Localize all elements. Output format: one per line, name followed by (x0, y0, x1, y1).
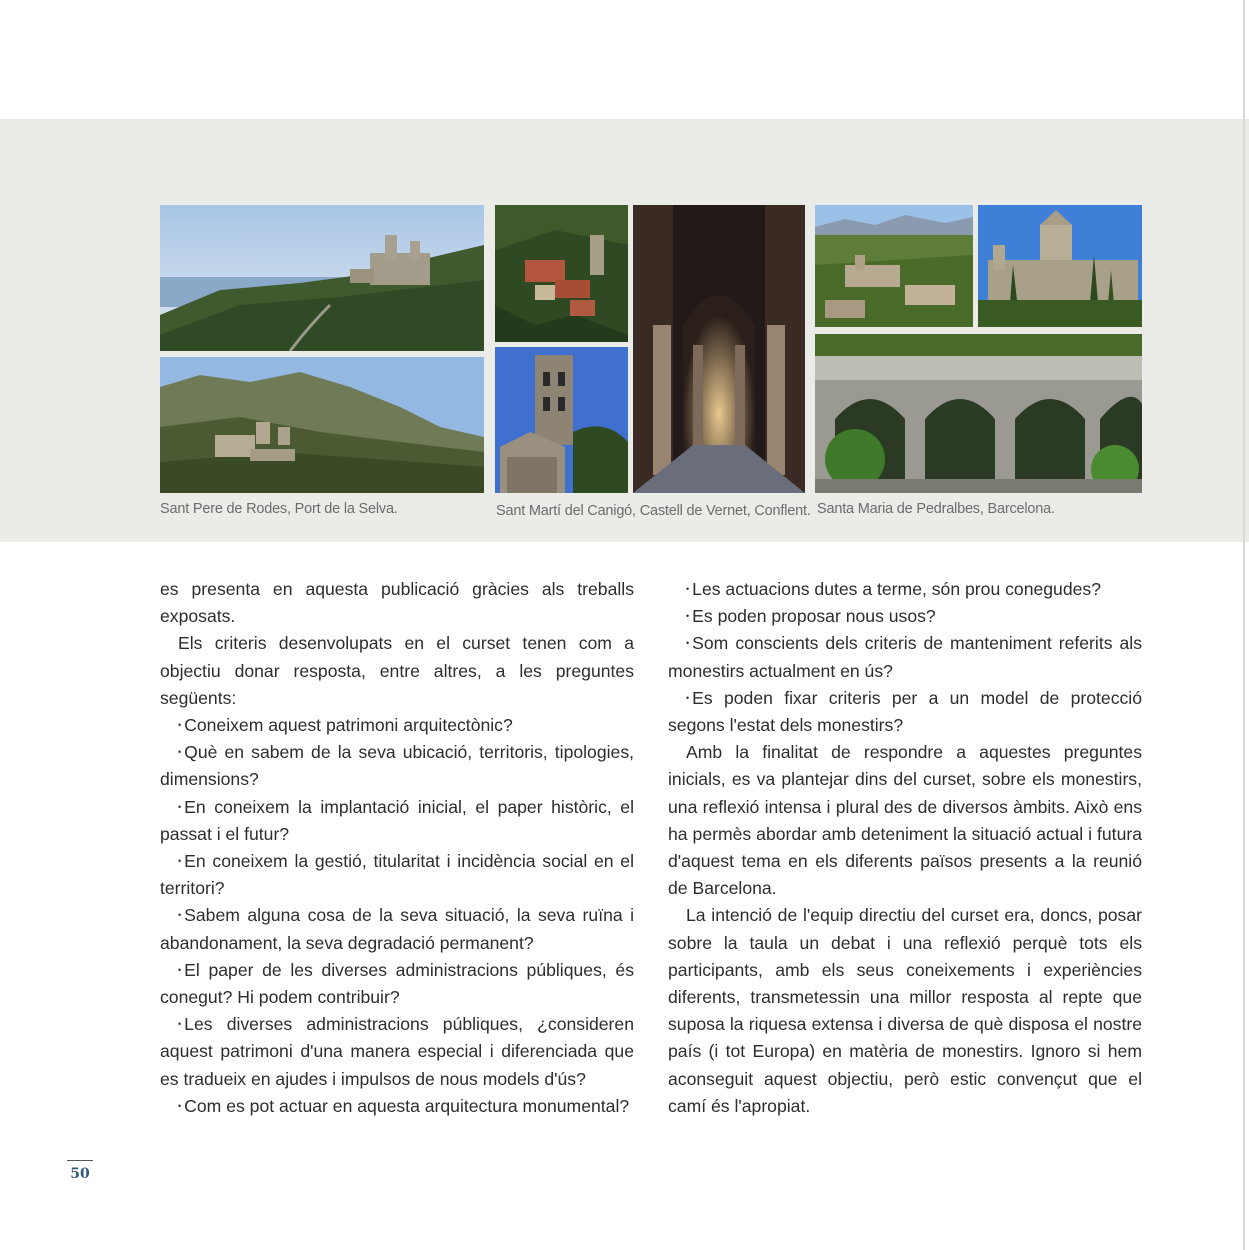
photo-crypt-nave (633, 205, 805, 493)
bullet-icon: • (686, 611, 690, 622)
bullet-text: Com es pot actuar en aquesta arquitectura monumental? (184, 1095, 630, 1116)
bullet-icon: • (178, 910, 182, 921)
photo-sant-marti-aerial (495, 205, 628, 342)
photo-sant-pere-hill (160, 357, 484, 493)
paragraph: Els criteris desenvolupats en el curset tenen com a objectiu donar resposta, entre altres, a les preguntes següents: (160, 633, 634, 708)
bullet-text: Es poden fixar criteris per a un model de protecció segons l'estat dels monestirs? (668, 687, 1142, 736)
bullet-item (160, 957, 634, 1011)
bullet-item (668, 603, 1142, 630)
bullet-item (160, 902, 634, 956)
bullet-item (160, 712, 634, 739)
bullet-text: Les diverses administracions públiques, ¿consideren aquest patrimoni d'una manera especial i diferenciada que es tradueix en ajudes i impulsos de nous models d'ús? (160, 1014, 634, 1089)
bullet-item (160, 1093, 634, 1120)
bullet-text: El paper de les diverses administracions públiques, és conegut? Hi podem contribuir? (160, 959, 634, 1008)
bullet-icon: • (178, 747, 182, 758)
bullet-icon: • (178, 720, 182, 731)
left-text-column (160, 576, 634, 1120)
bullet-text: En coneixem la gestió, titularitat i incidència social en el territori? (160, 851, 634, 899)
bullet-text: Som conscients dels criteris de manteniment referits als monestirs actualment en ús? (668, 633, 1142, 681)
bullet-item (668, 576, 1142, 603)
photo-valley-village (815, 205, 973, 327)
bullet-item (668, 630, 1142, 684)
page-number: 50 (70, 1166, 90, 1182)
bullet-item (160, 794, 634, 848)
bullet-text: En coneixem la implantació inicial, el paper històric, el passat i el futur? (160, 796, 634, 844)
bullet-item (668, 685, 1142, 739)
bullet-icon: • (178, 801, 182, 812)
bullet-item (160, 739, 634, 793)
bullet-icon: • (178, 1019, 182, 1030)
paragraph: es presenta en aquesta publicació gràcies als treballs exposats. (160, 579, 634, 627)
photo-sant-pere-coast (160, 205, 484, 351)
paragraph: Amb la finalitat de respondre a aquestes preguntes inicials, es va plantejar dins del curset, sobre els monestirs, una reflexió intensa i plural des de diversos àmbits. Això ens ha permès abordar amb deteniment la situació actual i futura d'aquest tema en els diferents països presents a la reunió de Barcelona. (668, 742, 1142, 899)
bullet-text: Es poden proposar nous usos? (692, 606, 936, 627)
caption-pedralbes: Santa Maria de Pedralbes, Barcelona. (817, 501, 1055, 517)
photo-cathedral-tower (978, 205, 1142, 327)
bullet-text: Sabem alguna cosa de la seva situació, la seva ruïna i abandonament, la seva degradació permanent? (160, 905, 634, 953)
caption-sant-marti: Sant Martí del Canigó, Castell de Vernet, Conflent. (496, 503, 811, 519)
bullet-text: Les actuacions dutes a terme, són prou conegudes? (692, 579, 1101, 599)
caption-sant-pere: Sant Pere de Rodes, Port de la Selva. (160, 501, 398, 517)
paragraph: La intenció de l'equip directiu del curset era, doncs, posar sobre la taula un debat i una reflexió perquè tots els participants, amb els seus coneixements i experiències diferents, transmetessin una millor resposta al repte que suposa la riquesa extensa i diversa de què disposa el nostre país (i tot Europa) en matèria de monestirs. Ignoro si hem aconseguit aquest objectiu, però estic convençut que el camí és l'apropiat. (668, 905, 1142, 1116)
bullet-icon: • (178, 1100, 182, 1111)
bullet-icon: • (686, 638, 690, 649)
photo-pedralbes-cloister (815, 334, 1142, 493)
bullet-text: Què en sabem de la seva ubicació, territoris, tipologies, dimensions? (160, 742, 634, 790)
page-edge-rule (1243, 0, 1245, 1250)
bullet-item (160, 1011, 634, 1093)
bullet-icon: • (178, 856, 182, 867)
right-text-column (668, 576, 1142, 1120)
bullet-icon: • (686, 692, 690, 703)
photo-sant-marti-tower (495, 347, 628, 493)
page-number-rule (67, 1160, 93, 1161)
bullet-icon: • (686, 584, 690, 594)
bullet-item (160, 848, 634, 902)
bullet-icon: • (178, 964, 182, 975)
bullet-text: Coneixem aquest patrimoni arquitectònic? (184, 715, 513, 736)
